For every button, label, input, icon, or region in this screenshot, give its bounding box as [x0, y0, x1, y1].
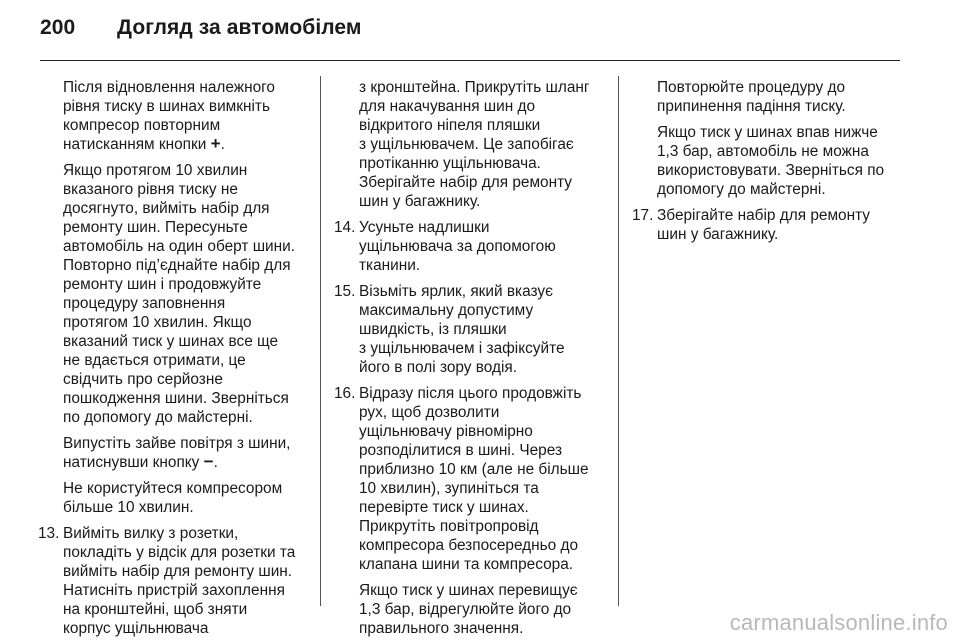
- step-text: Вийміть вилку з розетки, покладіть у відсік для розетки та вийміть набір для ремонту шин. Натисніть пристрій захоплення на кронштейні, щоб зняти корпус ущільнювача: [63, 525, 296, 637]
- step-number: 14.: [334, 219, 356, 236]
- watermark: carmanualsonline.info: [729, 610, 948, 635]
- step-17: [632, 206, 908, 244]
- step-16: [334, 384, 610, 638]
- column-divider-2: [618, 76, 619, 606]
- paragraph: Не користуйтеся компресором більше 10 хвилин.: [63, 480, 283, 516]
- step-number: 13.: [38, 525, 60, 542]
- step-text: Відразу після цього продовжіть рух, щоб дозволити ущільнювачу рівномірно розподілитися в шині. Через приблизно 10 км (але не більше 10 хвилин), зупиніться та перевірте тиск у шинах. Прикрутіть повітропровід компресора безпосередньо до клапана шини та компресора.: [359, 385, 589, 573]
- step-text: Якщо тиск у шинах перевищує 1,3 бар, відрегулюйте його до правильного значення.: [359, 582, 578, 637]
- paragraph: Якщо тиск у шинах впав нижче 1,3 бар, автомобіль не можна використовувати. Зверніться по допомогу до майстерні.: [657, 124, 885, 198]
- text-column-2: [334, 78, 610, 642]
- column-divider-1: [320, 76, 321, 606]
- plus-icon: +: [210, 134, 221, 153]
- step-text: Усуньте надлишки ущільнювача за допомогою тканини.: [359, 219, 556, 274]
- text-column-1: [38, 78, 308, 642]
- paragraph: Після відновлення належного рівня тиску в шинах вимкніть компресор повторним натисканням кнопки +.: [63, 79, 275, 153]
- paragraph: Якщо протягом 10 хвилин вказаного рівня тиску не досягнуто, вийміть набір для ремонту шин. Пересуньте автомобіль на один оберт шини. Повторно під’єднайте набір для ремонту шин і продовжуйте процедуру заповнення протягом 10 хвилин. Якщо вказаний тиск у шинах все ще не вдається отримати, це свідчить про серйозне пошкодження шини. Зверніться по допомогу до майстерні.: [63, 162, 296, 426]
- step-13: [38, 524, 308, 638]
- paragraph: Випустіть зайве повітря з шини, натиснувши кнопку −.: [63, 435, 291, 471]
- step-number: 15.: [334, 283, 356, 300]
- page-title: Догляд за автомобілем: [117, 16, 362, 39]
- step-number: 17.: [632, 207, 654, 224]
- paragraph: з кронштейна. Прикрутіть шланг для накачування шин до відкритого ніпеля пляшки з ущільнювачем. Це запобігає протіканню ущільнювача. Зберігайте набір для ремонту шин у багажнику.: [359, 79, 590, 210]
- text-column-3: [632, 78, 908, 251]
- step-number: 16.: [334, 385, 356, 402]
- minus-icon: −: [203, 452, 214, 471]
- header-divider: [40, 60, 900, 61]
- step-14: [334, 218, 610, 275]
- page-number: 200: [40, 16, 76, 39]
- page-header: [40, 16, 362, 46]
- step-15: [334, 282, 610, 377]
- step-text: Візьміть ярлик, який вказує максимальну допустиму швидкість, із пляшки з ущільнювачем і зафіксуйте його в полі зору водія.: [359, 283, 565, 376]
- step-text: Зберігайте набір для ремонту шин у багажнику.: [657, 207, 870, 243]
- paragraph: Повторюйте процедуру до припинення падіння тиску.: [657, 79, 846, 115]
